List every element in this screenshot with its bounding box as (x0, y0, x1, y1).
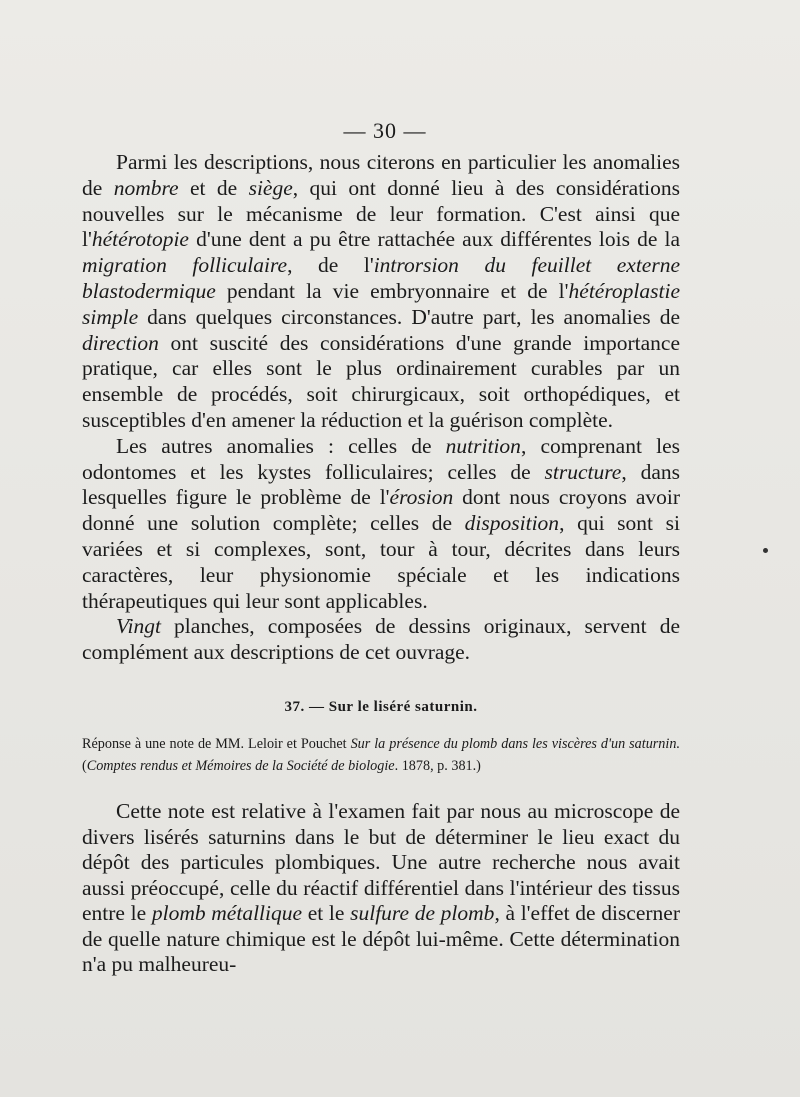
italic-term: Vingt (116, 614, 161, 639)
text-span: , comprenant les odontomes et les kystes folliculaires; celles de (82, 433, 680, 484)
italic-term: siège (248, 175, 293, 200)
text-span: , à l'effet de discerner de quelle nature chimique est le dépôt lui-même. Cette détermination n'a pu malheureu- (82, 901, 680, 976)
paragraph-planches (82, 614, 680, 666)
text-span: d'une dent a pu être rattachée aux différentes lois de la (188, 227, 680, 252)
text-span: dans quelques circonstances. D'autre part, les anomalies de (138, 304, 680, 329)
text-span: et de (178, 175, 249, 200)
italic-journal: Comptes rendus et Mémoires de la Société de biologie (86, 758, 395, 774)
italic-term: direction (82, 330, 159, 355)
paragraph-other-anomalies (82, 434, 680, 615)
italic-term: introrsion du feuillet externe blastodermique (82, 253, 681, 303)
reference-note (82, 733, 680, 777)
text-span: , qui ont donné lieu à des considérations nouvelles sur le mécanisme de leur formation. C'est ainsi que l' (82, 175, 681, 252)
text-span: , dans lesquelles figure le problème de l' (82, 459, 680, 510)
text-span: et le (302, 901, 351, 925)
text-span: , de l' (287, 253, 374, 278)
text-span: Parmi les descriptions, nous citerons en particulier les anomalies de (82, 150, 680, 200)
print-speck (763, 548, 768, 553)
italic-term: structure (544, 459, 622, 484)
paragraph-anomalies-siege (82, 150, 680, 434)
text-span: planches, composées de dessins originaux, servent de complément aux descriptions de cet ouvrage. (82, 614, 680, 665)
italic-title: Sur la présence du plomb dans les viscères d'un saturnin. (350, 736, 680, 752)
italic-term: érosion (389, 485, 454, 510)
italic-term: plomb métallique (151, 901, 303, 925)
text-span: . 1878, p. 381.) (394, 758, 481, 774)
italic-term: hétérotopie (91, 227, 189, 252)
italic-term: nutrition (445, 433, 521, 458)
text-span: pendant la vie embryonnaire et de l' (215, 278, 569, 303)
main-text-lower (82, 799, 680, 978)
italic-term: hétéroplastie simple (82, 278, 680, 329)
italic-term: sulfure de plomb (350, 901, 495, 925)
italic-term: disposition (464, 511, 560, 536)
text-span: Réponse à une note de MM. Leloir et Pouchet (82, 736, 351, 752)
text-span: Cette note est relative à l'examen fait par nous au microscope de divers lisérés saturnins dans le but de déterminer le lieu exact du dépôt des particules plombiques. Une autre recherche nous avait aussi préoccupé, celle du réactif différentiel dans l'intérieur des tissus entre le (82, 799, 680, 925)
text-span: , qui sont si variées et si complexes, sont, tour à tour, décrites dans leurs caractères, leur physionomie spéciale et les indications thérapeutiques qui leur sont applicables. (82, 511, 680, 613)
section-title: 37. — Sur le liséré saturnin. (284, 699, 478, 715)
page-number: — 30 — (343, 118, 427, 143)
italic-term: migration folliculaire (82, 253, 288, 278)
main-text-upper (82, 150, 680, 666)
text-span: ont suscité des considérations d'une grande importance pratique, car elles sont le plus ordinairement curables par un ensemble de procédés, soit chirurgicaux, soit orthopédiques, et susceptibles d'en amener la réduction et la guérison complète. (82, 330, 680, 432)
text-span: ( (82, 758, 87, 774)
paragraph-lisere-note (82, 799, 680, 978)
reference-text (82, 733, 680, 777)
italic-term: nombre (113, 175, 179, 200)
text-span: Les autres anomalies : celles de (116, 433, 446, 458)
text-span: dont nous croyons avoir donné une solution complète; celles de (82, 485, 680, 536)
